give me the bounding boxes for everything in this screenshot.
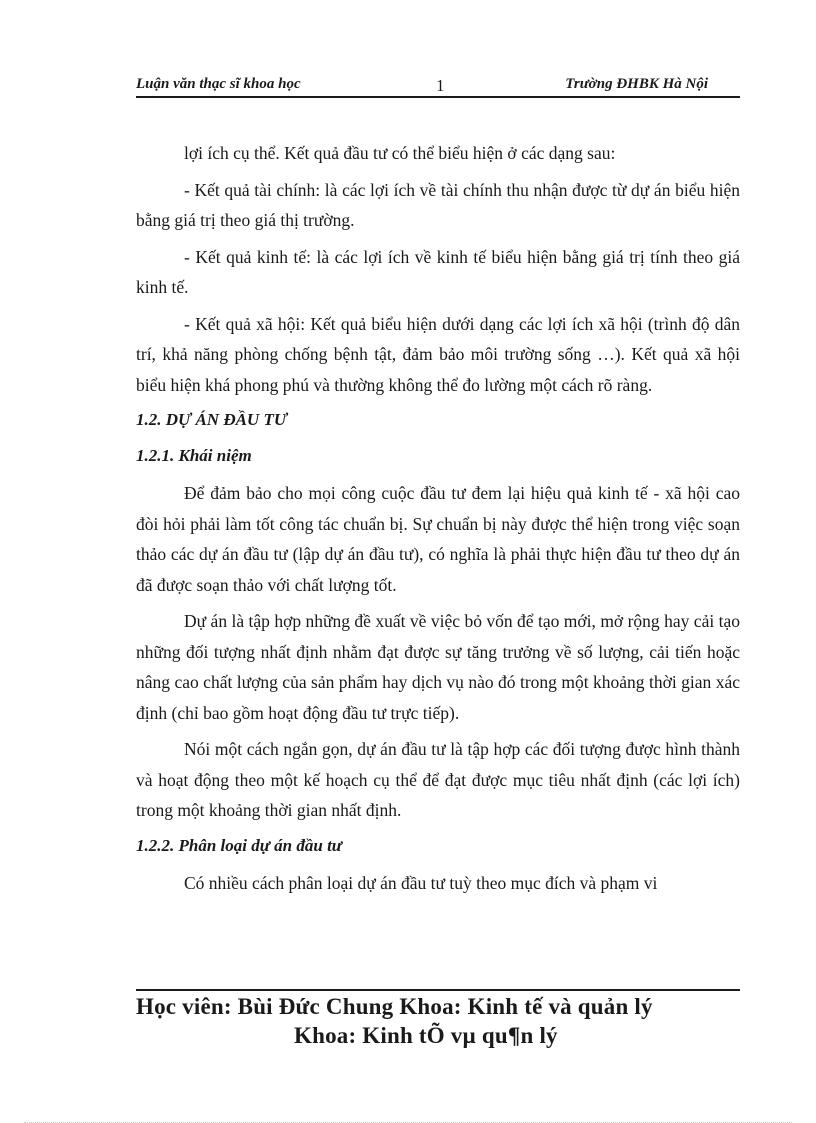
footer-divider [136, 989, 740, 991]
subsection-heading: 1.2.1. Khái niệm [136, 446, 252, 465]
paragraph: Nói một cách ngắn gọn, dự án đầu tư là tập hợp các đối tượng được hình thành và hoạt động theo một kế hoạch cụ thể để đạt được mục tiêu nhất định (các lợi ích) trong một khoảng thời gian nhất định. [136, 739, 740, 820]
section-heading: 1.2. DỰ ÁN ĐẦU TƯ [136, 410, 288, 429]
paragraph: Dự án là tập hợp những đề xuất về việc bỏ vốn để tạo mới, mở rộng hay cải tạo những đối tượng nhất định nhằm đạt được sự tăng trưởng về số lượng, cải tiến hoặc nâng cao chất lượng của sản phẩm hay dịch vụ nào đó trong một khoảng thời gian xác định (chỉ bao gồm hoạt động đầu tư trực tiếp). [136, 611, 740, 723]
page-number: 1 [436, 76, 445, 95]
footer-faculty: Khoa: Kinh tÕ vµ qu¶n lý [294, 1023, 558, 1048]
subsection-heading: 1.2.2. Phân loại dự án đầu tư [136, 835, 342, 855]
page-header [136, 74, 740, 98]
paragraph: - Kết quả tài chính: là các lợi ích về tài chính thu nhận được từ dự án biểu hiện bằng giá trị theo giá thị trường. [136, 179, 740, 230]
paragraph: Để đảm bảo cho mọi công cuộc đầu tư đem lại hiệu quả kinh tế - xã hội cao đòi hỏi phải làm tốt công tác chuẩn bị. Sự chuẩn bị này được thể hiện trong việc soạn thảo các dự án đầu tư (lập dự án đầu tư), có nghĩa là phải thực hiện đầu tư theo dự án đã được soạn thảo với chất lượng tốt. [136, 483, 740, 595]
footer-student-info: Học viên: Bùi Đức Chung Khoa: Kinh tế và quản lý [136, 994, 653, 1019]
paragraph: - Kết quả kinh tế: là các lợi ích về kinh tế biểu hiện bằng giá trị tính theo giá kinh tế. [136, 246, 740, 297]
page-body [136, 138, 740, 904]
paragraph: lợi ích cụ thể. Kết quả đầu tư có thể biểu hiện ở các dạng sau: [184, 143, 616, 163]
header-thesis-title: Luận văn thạc sĩ khoa học [136, 76, 301, 92]
paragraph: Có nhiều cách phân loại dự án đầu tư tuỳ theo mục đích và phạm vi [184, 872, 658, 893]
paragraph: - Kết quả xã hội: Kết quả biểu hiện dưới dạng các lợi ích xã hội (trình độ dân trí, khả năng phòng chống bệnh tật, đảm bảo môi trường sống …). Kết quả xã hội biểu hiện khá phong phú và thường không thể đo lường một cách rõ ràng. [136, 313, 740, 395]
header-university: Trường ĐHBK Hà Nội [565, 76, 708, 92]
